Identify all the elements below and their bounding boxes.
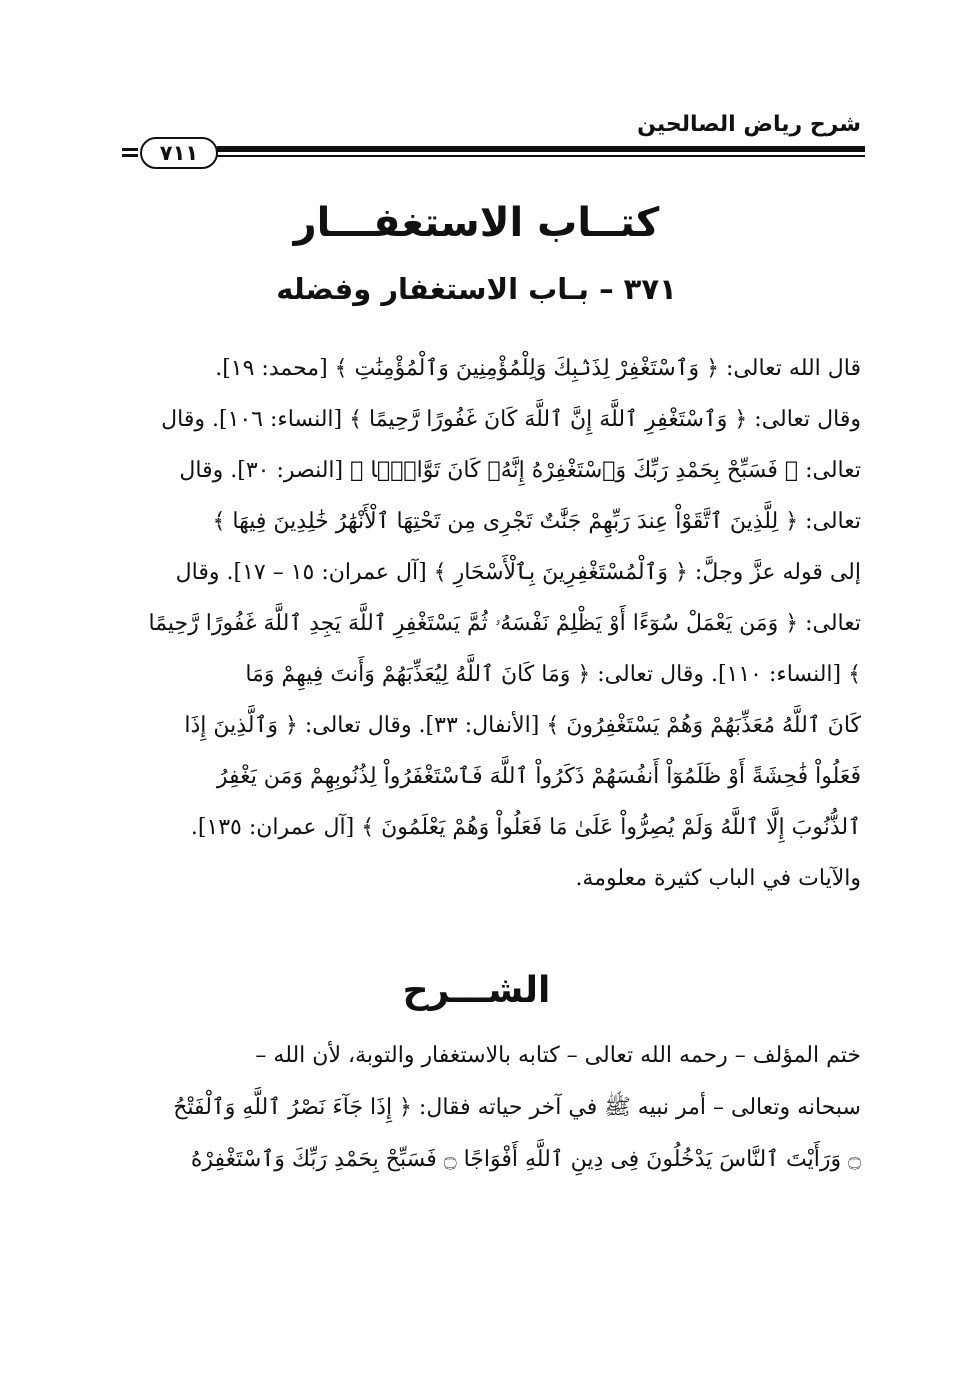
sharh-title: الشـــرح bbox=[402, 970, 551, 1011]
commentary-text bbox=[89, 1030, 861, 1186]
page-number: ٧١١ bbox=[140, 137, 218, 169]
body-line: ٱلذُّنُوبَ إِلَّا ٱللَّهُ وَلَمْ يُصِرُّواْ عَلَىٰ مَا فَعَلُواْ وَهُمْ يَعْلَمُونَ ﴾ [آل عمران: ١٣٥]. bbox=[190, 815, 861, 840]
body-line: ﴾ [النساء: ١١٠]. وقال تعالى: ﴿ وَمَا كَانَ ٱللَّهُ لِيُعَذِّبَهُمْ وَأَنتَ فِيهِمْ وَمَا bbox=[245, 662, 861, 687]
header-rule-thin bbox=[217, 155, 865, 157]
header-rule-end-bottom bbox=[122, 154, 138, 157]
body-line: إلى قوله عزَّ وجلَّ: ﴿ وَٱلْمُسْتَغْفِرِينَ بِٱلْأَسْحَارِ ﴾ [آل عمران: ١٥ – ١٧]. وقال bbox=[175, 560, 861, 585]
commentary-line: ۝ وَرَأَيْتَ ٱلنَّاسَ يَدْخُلُونَ فِى دِينِ ٱللَّهِ أَفْوَاجًا ۝ فَسَبِّحْ بِحَمْدِ رَبِّكَ وَٱسْتَغْفِرْهُ bbox=[190, 1147, 861, 1172]
body-line: تعالى: ﴿ وَمَن يَعْمَلْ سُوٓءًا أَوْ يَظْلِمْ نَفْسَهُۥ ثُمَّ يَسْتَغْفِرِ ٱللَّهَ يَجِدِ ٱللَّهَ غَفُورًا رَّحِيمًا bbox=[148, 611, 861, 636]
chapter-title: ٣٧١ – بـاب الاستغفار وفضله bbox=[276, 272, 677, 306]
book-title: كتــاب الاستغفـــار bbox=[293, 200, 660, 246]
body-line: والآيات في الباب كثيرة معلومة. bbox=[575, 866, 861, 891]
commentary-line: سبحانه وتعالى – أمر نبيه ﷺ في آخر حياته فقال: ﴿ إِذَا جَآءَ نَصْرُ ٱللَّهِ وَٱلْفَتْحُ bbox=[173, 1095, 861, 1120]
body-line: كَانَ ٱللَّهُ مُعَذِّبَهُمْ وَهُمْ يَسْتَغْفِرُونَ ﴾ [الأنفال: ٣٣]. وقال تعالى: ﴿ وَٱلَّذِينَ إِذَا bbox=[184, 713, 861, 738]
body-text bbox=[89, 343, 861, 904]
header-rule bbox=[122, 146, 865, 160]
header-rule-end-top bbox=[122, 148, 138, 151]
body-line: فَعَلُواْ فَٰحِشَةً أَوْ ظَلَمُوٓاْ أَنفُسَهُمْ ذَكَرُواْ ٱللَّهَ فَٱسْتَغْفَرُواْ لِذُنُوبِهِمْ وَمَن يَغْفِرُ bbox=[216, 764, 861, 789]
body-line: تعالى: ﴿ فَسَبِّحْ بِحَمْدِ رَبِّكَ وَٱسْتَغْفِرْهُ إِنَّهُۥ كَانَ تَوَّابًۢا ﴾ [النصر: ٣٠]. وقال bbox=[179, 458, 861, 483]
body-line: وقال تعالى: ﴿ وَٱسْتَغْفِرِ ٱللَّهَ إِنَّ ٱللَّهَ كَانَ غَفُورًا رَّحِيمًا ﴾ [النساء: ١٠٦]. وقال bbox=[161, 407, 861, 432]
commentary-line: ختم المؤلف – رحمه الله تعالى – كتابه بالاستغفار والتوبة، لأن الله – bbox=[255, 1043, 861, 1068]
header-rule-thick bbox=[217, 146, 865, 152]
body-line: تعالى: ﴿ لِلَّذِينَ ٱتَّقَوْاْ عِندَ رَبِّهِمْ جَنَّٰتٌ تَجْرِى مِن تَحْتِهَا ٱلْأَنْهَٰرُ خَٰلِدِينَ فِيهَا ﴾ bbox=[212, 509, 861, 534]
body-line: قال الله تعالى: ﴿ وَٱسْتَغْفِرْ لِذَنۢبِكَ وَلِلْمُؤْمِنِينَ وَٱلْمُؤْمِنَٰتِ ﴾ [محمد: ١٩]. bbox=[215, 356, 861, 381]
running-title: شرح رياض الصالحين bbox=[637, 112, 861, 137]
